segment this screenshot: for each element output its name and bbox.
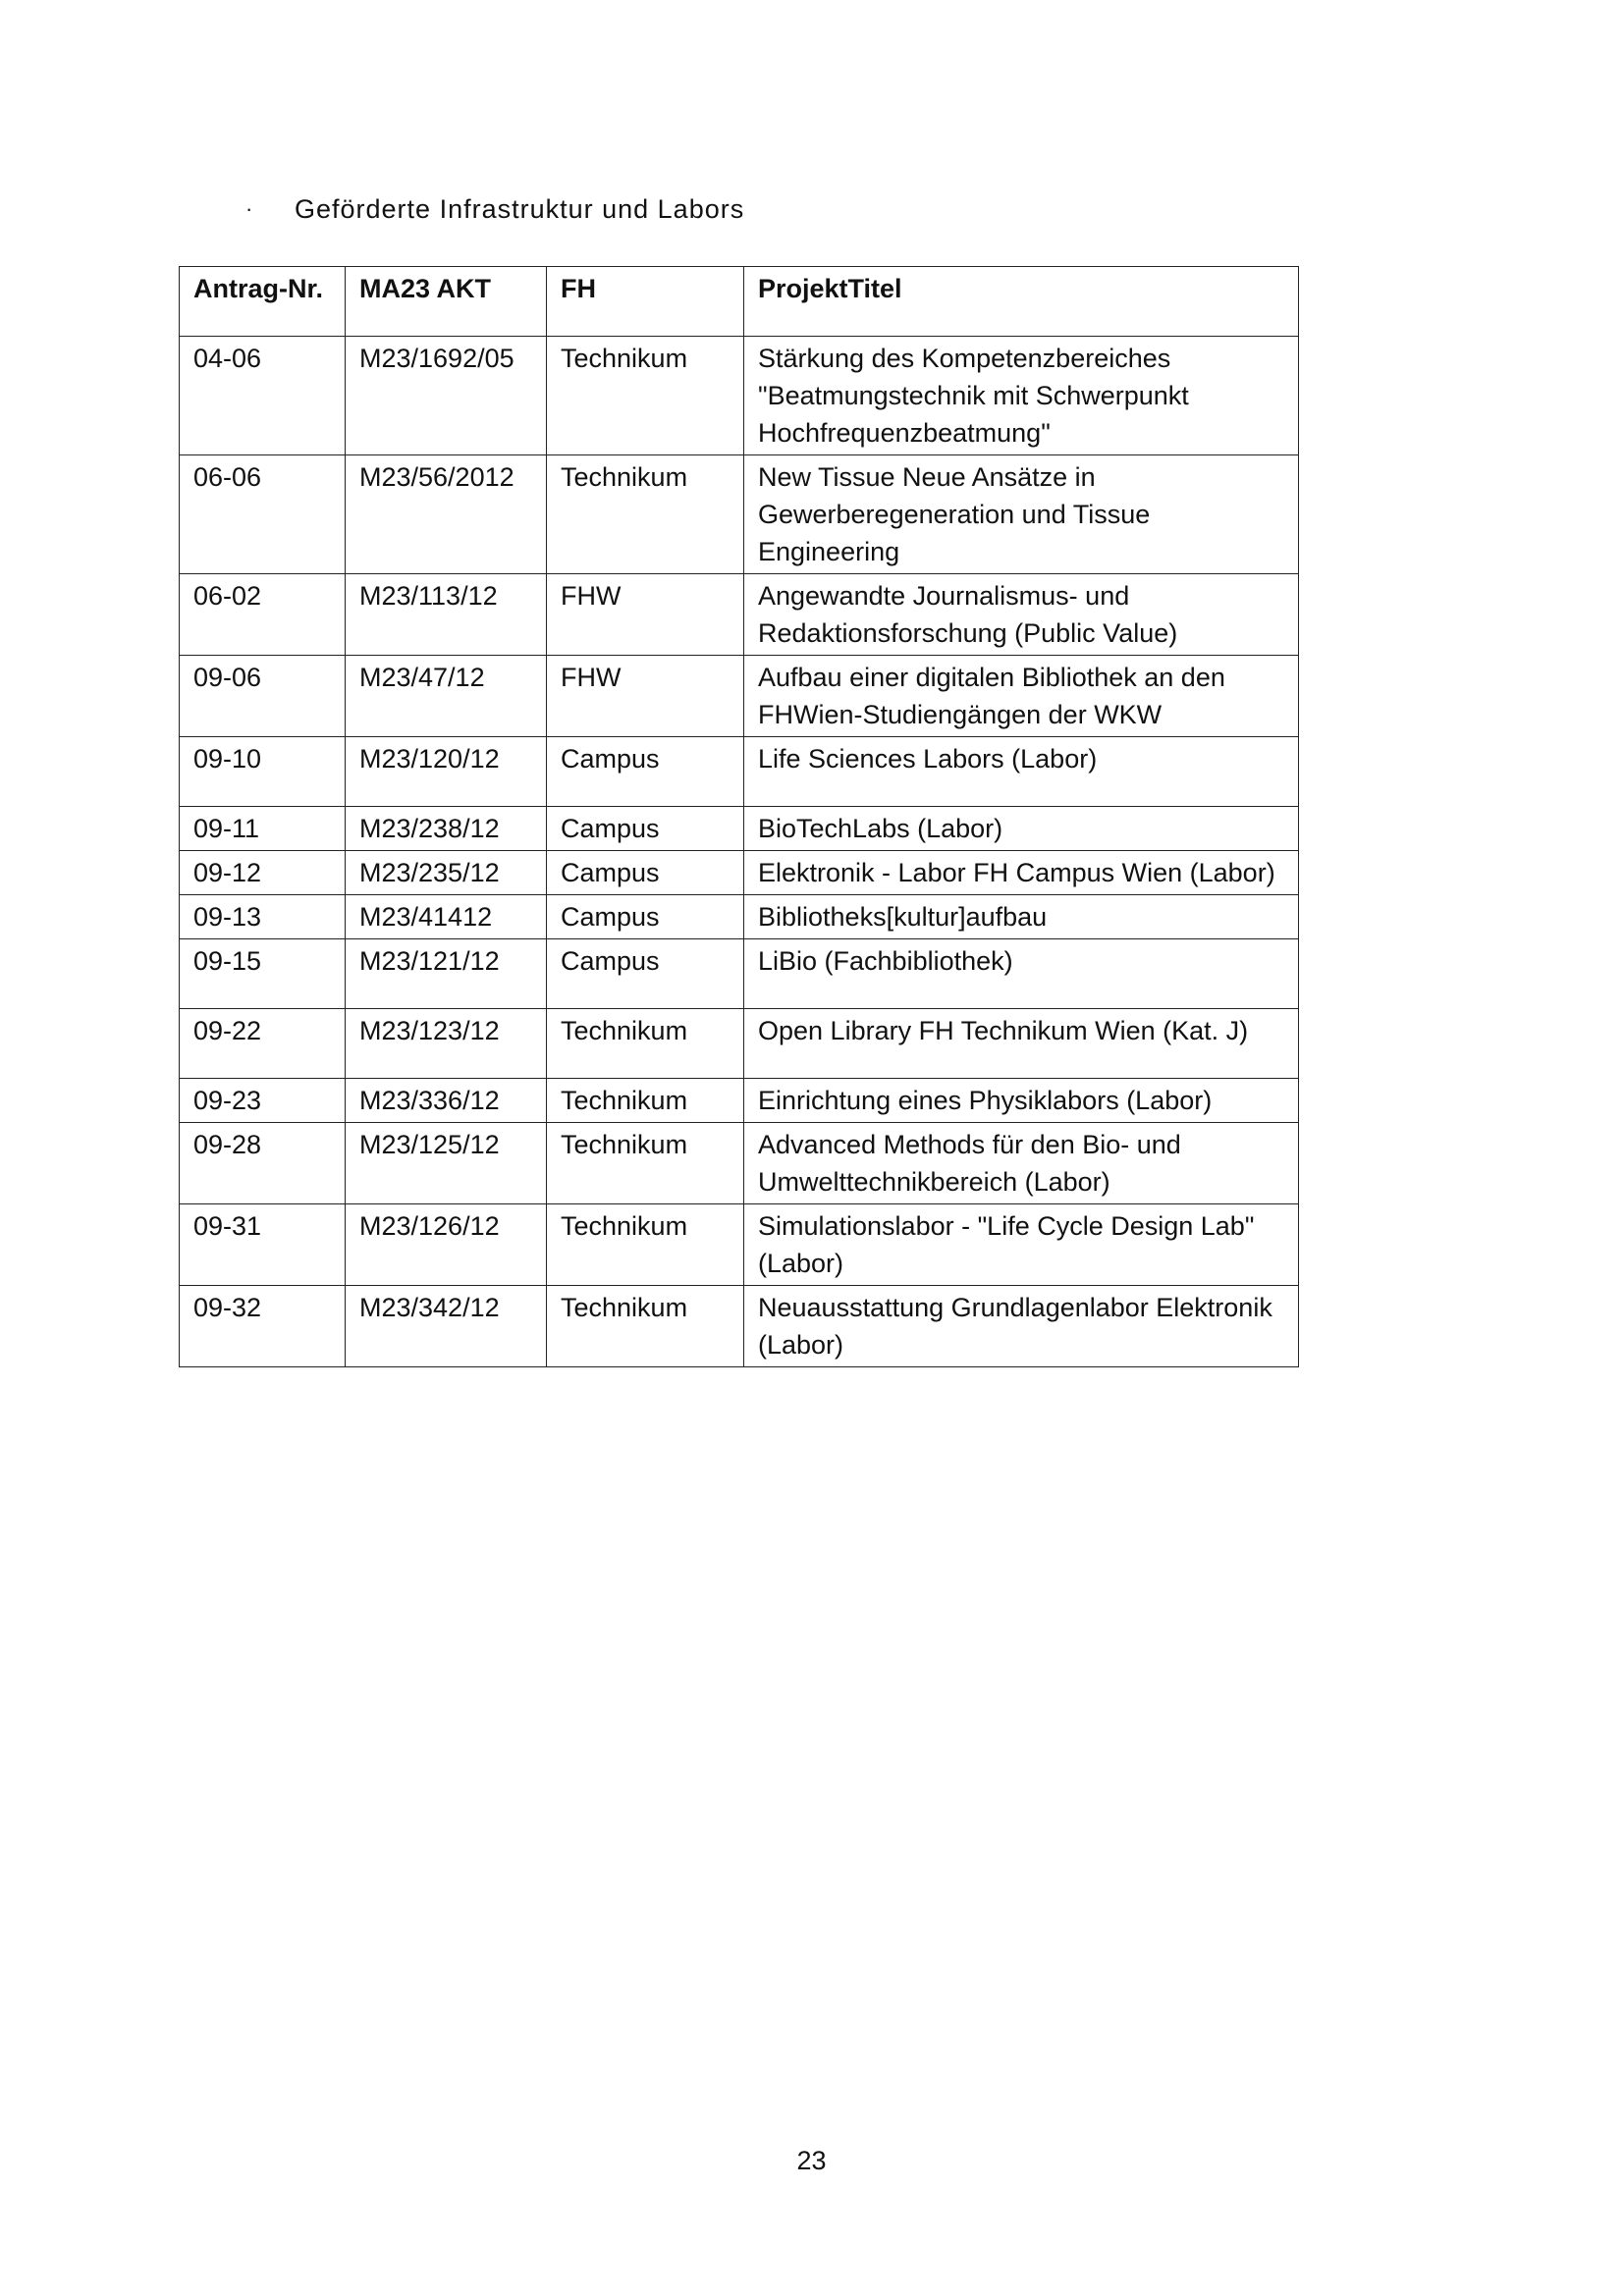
column-header-projekttitel: ProjektTitel	[744, 267, 1299, 337]
page-number: 23	[796, 2146, 827, 2175]
cell-projekttitel: Advanced Methods für den Bio- und Umwelttechnikbereich (Labor)	[744, 1123, 1299, 1204]
cell-projekttitel: Simulationslabor - "Life Cycle Design Lab" (Labor)	[744, 1204, 1299, 1286]
cell-antrag-nr: 09-06	[180, 656, 346, 737]
cell-ma23-akt: M23/120/12	[346, 737, 547, 807]
column-header-antrag-nr: Antrag-Nr.	[180, 267, 346, 337]
column-header-fh: FH	[547, 267, 744, 337]
column-header-ma23-akt: MA23 AKT	[346, 267, 547, 337]
cell-ma23-akt: M23/123/12	[346, 1009, 547, 1079]
cell-fh: FHW	[547, 656, 744, 737]
cell-projekttitel: Bibliotheks[kultur]aufbau	[744, 895, 1299, 939]
section-heading-line	[245, 194, 744, 225]
cell-fh: Technikum	[547, 1204, 744, 1286]
cell-fh: Campus	[547, 851, 744, 895]
table-row	[180, 1123, 1299, 1204]
cell-fh: Technikum	[547, 1079, 744, 1123]
table-row	[180, 656, 1299, 737]
cell-ma23-akt: M23/121/12	[346, 939, 547, 1009]
cell-projekttitel: LiBio (Fachbibliothek)	[744, 939, 1299, 1009]
cell-ma23-akt: M23/238/12	[346, 807, 547, 851]
cell-antrag-nr: 09-23	[180, 1079, 346, 1123]
cell-antrag-nr: 09-15	[180, 939, 346, 1009]
cell-projekttitel: Einrichtung eines Physiklabors (Labor)	[744, 1079, 1299, 1123]
cell-projekttitel: Stärkung des Kompetenzbereiches "Beatmungstechnik mit Schwerpunkt Hochfrequenzbeatmung"	[744, 337, 1299, 455]
cell-antrag-nr: 09-32	[180, 1286, 346, 1367]
table-row	[180, 807, 1299, 851]
cell-ma23-akt: M23/125/12	[346, 1123, 547, 1204]
table-row	[180, 1009, 1299, 1079]
cell-fh: Campus	[547, 807, 744, 851]
cell-antrag-nr: 09-12	[180, 851, 346, 895]
table-row	[180, 1286, 1299, 1367]
cell-projekttitel: Open Library FH Technikum Wien (Kat. J)	[744, 1009, 1299, 1079]
table-row	[180, 851, 1299, 895]
cell-ma23-akt: M23/56/2012	[346, 455, 547, 574]
cell-fh: Technikum	[547, 337, 744, 455]
table-row	[180, 1079, 1299, 1123]
cell-projekttitel: Angewandte Journalismus- und Redaktionsforschung (Public Value)	[744, 574, 1299, 656]
projects-table	[179, 266, 1299, 1367]
cell-antrag-nr: 09-28	[180, 1123, 346, 1204]
cell-antrag-nr: 09-10	[180, 737, 346, 807]
cell-projekttitel: Elektronik - Labor FH Campus Wien (Labor)	[744, 851, 1299, 895]
cell-ma23-akt: M23/1692/05	[346, 337, 547, 455]
cell-ma23-akt: M23/126/12	[346, 1204, 547, 1286]
table-row	[180, 574, 1299, 656]
cell-antrag-nr: 06-06	[180, 455, 346, 574]
cell-fh: Technikum	[547, 455, 744, 574]
cell-projekttitel: Neuausstattung Grundlagenlabor Elektronik (Labor)	[744, 1286, 1299, 1367]
table-row	[180, 939, 1299, 1009]
cell-ma23-akt: M23/47/12	[346, 656, 547, 737]
table-row	[180, 895, 1299, 939]
bullet-icon: ·	[245, 196, 254, 221]
table-row	[180, 737, 1299, 807]
cell-fh: Technikum	[547, 1286, 744, 1367]
cell-antrag-nr: 04-06	[180, 337, 346, 455]
cell-ma23-akt: M23/41412	[346, 895, 547, 939]
cell-antrag-nr: 09-13	[180, 895, 346, 939]
cell-fh: FHW	[547, 574, 744, 656]
table-row	[180, 1204, 1299, 1286]
cell-projekttitel: Aufbau einer digitalen Bibliothek an den FHWien-Studiengängen der WKW	[744, 656, 1299, 737]
cell-fh: Technikum	[547, 1009, 744, 1079]
cell-projekttitel: Life Sciences Labors (Labor)	[744, 737, 1299, 807]
section-heading: Geförderte Infrastruktur und Labors	[295, 194, 745, 224]
cell-antrag-nr: 09-31	[180, 1204, 346, 1286]
table-row	[180, 455, 1299, 574]
cell-fh: Technikum	[547, 1123, 744, 1204]
cell-ma23-akt: M23/235/12	[346, 851, 547, 895]
cell-projekttitel: New Tissue Neue Ansätze in Gewerberegeneration und Tissue Engineering	[744, 455, 1299, 574]
cell-fh: Campus	[547, 939, 744, 1009]
cell-antrag-nr: 09-22	[180, 1009, 346, 1079]
cell-ma23-akt: M23/113/12	[346, 574, 547, 656]
cell-fh: Campus	[547, 737, 744, 807]
cell-projekttitel: BioTechLabs (Labor)	[744, 807, 1299, 851]
table-row	[180, 337, 1299, 455]
table-header-row	[180, 267, 1299, 337]
cell-antrag-nr: 09-11	[180, 807, 346, 851]
cell-fh: Campus	[547, 895, 744, 939]
cell-ma23-akt: M23/342/12	[346, 1286, 547, 1367]
cell-antrag-nr: 06-02	[180, 574, 346, 656]
cell-ma23-akt: M23/336/12	[346, 1079, 547, 1123]
